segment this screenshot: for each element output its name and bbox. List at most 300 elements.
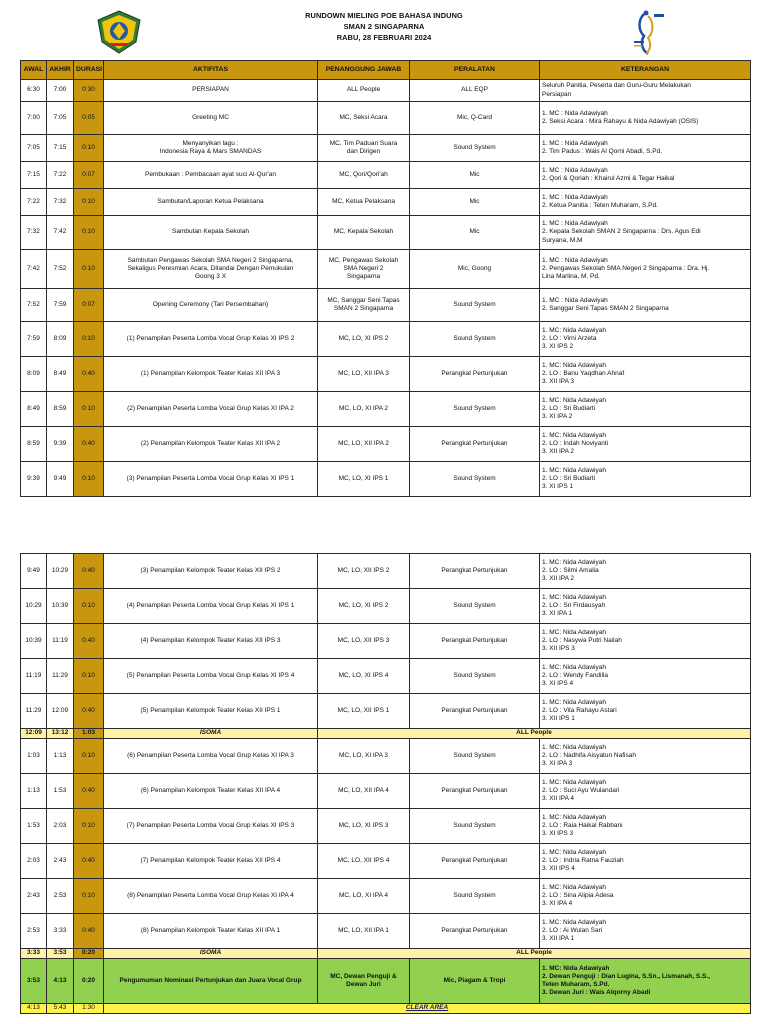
duration: 0:10 <box>74 250 104 289</box>
time-end: 7:42 <box>47 216 74 250</box>
activity-line: Sambutan Kepala Sekolah <box>172 228 249 236</box>
duration: 0:07 <box>74 289 104 322</box>
notes <box>540 289 751 322</box>
person-in-charge-line: MC, LO, XII IPS 4 <box>337 856 390 864</box>
activity-line: Sambutan/Laporan Ketua Pelaksana <box>157 197 264 205</box>
table-row <box>21 427 751 462</box>
person-in-charge-line: MC, LO, XII IPS 2 <box>337 566 390 574</box>
notes <box>540 739 751 774</box>
activity-line: (5) Penampilan Kelompok Teater Kelas XII IPS 1 <box>140 706 281 714</box>
duration: 1:30 <box>74 1004 104 1014</box>
person-in-charge-line: MC, Tim Paduan Suara <box>329 139 398 147</box>
person-in-charge <box>318 959 410 1004</box>
activity <box>104 189 318 216</box>
activity <box>104 554 318 589</box>
person-in-charge <box>318 216 410 250</box>
notes-line: 3. XII IPS 4 <box>542 865 575 873</box>
time-start: 11:19 <box>21 659 47 694</box>
notes-line: 3. Dewan Juri : Wais Alqorny Abadi <box>542 989 651 997</box>
table-row <box>21 914 751 949</box>
time-end: 7:59 <box>47 289 74 322</box>
activity <box>104 250 318 289</box>
notes-line: 1. MC: Nida Adawiyah <box>542 628 606 636</box>
activity <box>104 357 318 392</box>
person-in-charge <box>318 102 410 135</box>
activity-line: (3) Penampilan Kelompok Teater Kelas XII IPS 2 <box>140 566 281 574</box>
person-in-charge-line: MC, Pengawas Sekolah <box>328 256 399 264</box>
notes-line: Seluruh Panitia, Peserta dan Guru-Guru Melakukan <box>542 82 691 90</box>
table-row <box>21 392 751 427</box>
activity <box>104 322 318 357</box>
notes-line: 3. XI IPS 4 <box>542 680 574 688</box>
person-in-charge <box>318 392 410 427</box>
notes-line: 2. LO : Indah Noviyanti <box>542 439 609 447</box>
notes <box>540 322 751 357</box>
equipment: Sound System <box>410 739 540 774</box>
equipment: Perangkat Pertunjukan <box>410 554 540 589</box>
equipment: Mic, Goong <box>410 250 540 289</box>
duration: 0:10 <box>74 135 104 162</box>
notes-line: Persiapan <box>542 90 572 98</box>
notes <box>540 914 751 949</box>
duration: 0:10 <box>74 216 104 250</box>
person-in-charge <box>318 427 410 462</box>
duration: 0:10 <box>74 659 104 694</box>
table-row <box>21 462 751 497</box>
equipment: Perangkat Pertunjukan <box>410 844 540 879</box>
person-in-charge-line: Dewan Juri <box>346 981 381 988</box>
notes <box>540 879 751 914</box>
notes-line: 1. MC: Nida Adawiyah <box>542 964 610 972</box>
person-in-charge <box>318 289 410 322</box>
table-row <box>21 162 751 189</box>
table-row <box>21 809 751 844</box>
time-start: 6:30 <box>21 80 47 102</box>
person-in-charge-line: MC, LO, XI IPS 2 <box>338 334 389 342</box>
activity <box>104 392 318 427</box>
notes-line: 1. MC: Nida Adawiyah <box>542 466 606 474</box>
notes-line: 1. MC: Nida Adawiyah <box>542 848 606 856</box>
person-in-charge <box>318 844 410 879</box>
activity-line: (3) Penampilan Peserta Lomba Vocal Grup Kelas XI IPS 1 <box>126 474 295 482</box>
time-start: 9:39 <box>21 462 47 497</box>
equipment: Mic <box>410 216 540 250</box>
notes-line: 2. LO : Sri Budiarti <box>542 404 596 412</box>
notes-line: 1. MC: Nida Adawiyah <box>542 396 606 404</box>
duration: 0:40 <box>74 844 104 879</box>
time-end: 12:09 <box>47 694 74 729</box>
person-in-charge <box>318 554 410 589</box>
activity-line: Sambutan Pengawas Sekolah SMA Negeri 2 Singaparna, <box>127 256 294 264</box>
notes-line: 2. Dewan Penguji : Dian Lugina, S.Sn., Lismanah, S.S., <box>542 972 710 980</box>
col-header-awal: AWAL <box>21 61 47 80</box>
notes-line: 1. MC : Nida Adawiyah <box>542 166 608 174</box>
activity <box>104 694 318 729</box>
notes-line: 3. XI IPA 4 <box>542 900 573 908</box>
break-participants: ALL People <box>318 949 751 959</box>
notes-line: 2. LO : Suci Ayu Wulandari <box>542 786 620 794</box>
activity <box>104 774 318 809</box>
notes-line: 3. XII IPS 1 <box>542 715 575 723</box>
duration: 0:40 <box>74 427 104 462</box>
person-in-charge-line: MC, LO, XII IPS 3 <box>337 636 390 644</box>
duration: 0:10 <box>74 879 104 914</box>
time-end: 10:39 <box>47 589 74 624</box>
table-row <box>21 949 751 959</box>
activity-line: (8) Penampilan Peserta Lomba Vocal Grup Kelas XI IPA 4 <box>127 891 294 899</box>
equipment: Sound System <box>410 289 540 322</box>
time-start: 2:53 <box>21 914 47 949</box>
time-start: 7:05 <box>21 135 47 162</box>
notes <box>540 959 751 1004</box>
time-start: 7:59 <box>21 322 47 357</box>
person-in-charge-line: MC, LO, XII IPS 1 <box>337 706 390 714</box>
notes <box>540 589 751 624</box>
time-end: 9:49 <box>47 462 74 497</box>
notes-line: Teten Muharam, S.Pd. <box>542 981 610 988</box>
person-in-charge <box>318 189 410 216</box>
duration: 0:10 <box>74 739 104 774</box>
person-in-charge-line: ALL People <box>346 86 381 94</box>
closing-label: CLEAR AREA <box>104 1004 751 1014</box>
notes <box>540 162 751 189</box>
person-in-charge-line: MC, LO, XI IPS 4 <box>338 671 389 679</box>
time-end: 4:13 <box>47 959 74 1004</box>
duration: 0:10 <box>74 462 104 497</box>
time-start: 7:52 <box>21 289 47 322</box>
activity-line: Menyanyikan lagu : <box>182 139 239 147</box>
notes-line: 2. LO : Sri Firdausyah <box>542 601 606 609</box>
time-end: 11:29 <box>47 659 74 694</box>
time-start: 2:03 <box>21 844 47 879</box>
time-end: 2:43 <box>47 844 74 879</box>
activity-line: (2) Penampilan Kelompok Teater Kelas XII IPA 2 <box>140 439 281 447</box>
activity-line: Sekaligus Peresmian Acara, Ditandai Dengan Pemukulan <box>127 264 294 272</box>
person-in-charge-line: MC, LO, XII IPA 3 <box>338 369 389 377</box>
activity-line: (8) Penampilan Kelompok Teater Kelas XII IPA 1 <box>140 926 281 934</box>
notes-line: 2. LO : Nasywa Putri Nailah <box>542 636 622 644</box>
table-row <box>21 357 751 392</box>
time-start: 4:13 <box>21 1004 47 1014</box>
equipment: Sound System <box>410 659 540 694</box>
notes <box>540 102 751 135</box>
table-2-body <box>21 554 751 1014</box>
notes-line: 3. XI IPA 3 <box>542 760 573 768</box>
person-in-charge-line: SMA Negeri 2 <box>343 264 384 272</box>
notes-line: 3. XII IPS 3 <box>542 645 575 653</box>
table-row <box>21 322 751 357</box>
time-start: 8:59 <box>21 427 47 462</box>
equipment: Mic, Piagam & Tropi <box>410 959 540 1004</box>
activity-line: Opening Ceremony (Tari Persembahan) <box>152 300 269 308</box>
person-in-charge <box>318 739 410 774</box>
notes <box>540 357 751 392</box>
time-end: 7:15 <box>47 135 74 162</box>
activity <box>104 659 318 694</box>
table-row <box>21 729 751 739</box>
person-in-charge-line: MC, LO, XI IPA 2 <box>338 404 388 412</box>
time-start: 7:00 <box>21 102 47 135</box>
notes-line: 3. XI IPS 3 <box>542 830 574 838</box>
notes-line: 3. XII IPA 2 <box>542 575 575 583</box>
notes-line: 1. MC: Nida Adawiyah <box>542 883 606 891</box>
activity-line: Greeting MC <box>192 113 229 121</box>
table-row <box>21 694 751 729</box>
notes <box>540 554 751 589</box>
table-row <box>21 959 751 1004</box>
break-label: ISOMA <box>104 949 318 959</box>
time-start: 10:39 <box>21 624 47 659</box>
col-header-durasi: DURASI <box>74 61 104 80</box>
equipment: Mic <box>410 162 540 189</box>
table-row <box>21 624 751 659</box>
person-in-charge-line: MC, Seksi Acara <box>339 113 388 121</box>
person-in-charge-line: MC, LO, XI IPS 1 <box>338 474 389 482</box>
activity-line: Goong 3 X <box>194 273 227 281</box>
time-start: 11:29 <box>21 694 47 729</box>
notes <box>540 659 751 694</box>
table-row <box>21 189 751 216</box>
col-header-peralatan: PERALATAN <box>410 61 540 80</box>
duration: 0:05 <box>74 102 104 135</box>
notes-line: 1. MC: Nida Adawiyah <box>542 778 606 786</box>
notes <box>540 774 751 809</box>
time-start: 7:32 <box>21 216 47 250</box>
time-end: 5:43 <box>47 1004 74 1014</box>
equipment: Mic <box>410 189 540 216</box>
activity <box>104 135 318 162</box>
duration: 1:03 <box>74 729 104 739</box>
notes-line: 1. MC: Nida Adawiyah <box>542 918 606 926</box>
table-row <box>21 844 751 879</box>
activity-line: (5) Penampilan Peserta Lomba Vocal Grup Kelas XI IPS 4 <box>126 671 295 679</box>
activity <box>104 462 318 497</box>
activity-line: (1) Penampilan Peserta Lomba Vocal Grup Kelas XI IPS 2 <box>126 334 295 342</box>
person-in-charge <box>318 659 410 694</box>
notes-line: 2. LO : Indria Ratna Fauziah <box>542 856 624 864</box>
activity <box>104 844 318 879</box>
time-start: 12:09 <box>21 729 47 739</box>
time-end: 3:53 <box>47 949 74 959</box>
activity-line: Indonesia Raya & Mars SMANDAS <box>159 148 262 155</box>
duration: 0:30 <box>74 80 104 102</box>
notes-line: 1. MC: Nida Adawiyah <box>542 743 606 751</box>
duration: 0:40 <box>74 554 104 589</box>
person-in-charge <box>318 322 410 357</box>
notes-line: 2. LO : Vita Rahayu Astari <box>542 706 617 714</box>
notes-line: 3. XII IPA 3 <box>542 378 575 386</box>
person-in-charge <box>318 879 410 914</box>
person-in-charge-line: MC, LO, XII IPA 1 <box>338 926 389 934</box>
time-start: 9:49 <box>21 554 47 589</box>
title-line-3: RABU, 28 FEBRUARI 2024 <box>336 33 432 42</box>
person-in-charge-line: MC, LO, XI IPS 3 <box>338 821 389 829</box>
duration: 0:10 <box>74 392 104 427</box>
duration: 0:10 <box>74 589 104 624</box>
equipment: Perangkat Pertunjukan <box>410 427 540 462</box>
notes-line: 2. Kepala Sekolah SMAN 2 Singaparna : Drs. Agus Edi <box>542 228 701 236</box>
notes-line: 3. XII IPA 1 <box>542 935 575 943</box>
duration: 0:10 <box>74 189 104 216</box>
notes <box>540 80 751 102</box>
break-participants: ALL People <box>318 729 751 739</box>
table-row <box>21 554 751 589</box>
duration: 0:40 <box>74 624 104 659</box>
person-in-charge <box>318 914 410 949</box>
time-start: 3:53 <box>21 959 47 1004</box>
notes-line: 2. LO : Sri Budiarti <box>542 474 596 482</box>
duration: 0:40 <box>74 774 104 809</box>
time-end: 7:32 <box>47 189 74 216</box>
time-end: 3:33 <box>47 914 74 949</box>
person-in-charge <box>318 694 410 729</box>
notes-line: 2. Seksi Acara : Mira Rahayu & Nida Adawiyah (OSIS) <box>542 118 699 125</box>
notes-line: Suryana, M.M <box>542 236 583 244</box>
activity <box>104 914 318 949</box>
duration: 0:07 <box>74 162 104 189</box>
duration: 0:40 <box>74 694 104 729</box>
time-start: 1:03 <box>21 739 47 774</box>
title-line-1: RUNDOWN MIELING POE BAHASA INDUNG <box>305 11 463 20</box>
equipment: Sound System <box>410 392 540 427</box>
break-label: ISOMA <box>104 729 318 739</box>
time-end: 7:00 <box>47 80 74 102</box>
person-in-charge-line: MC, LO, XI IPA 3 <box>338 751 388 759</box>
notes <box>540 462 751 497</box>
notes-line: 2. Qori & Qoriah : Khairul Azmi & Tegar Haikal <box>542 175 675 182</box>
table-row <box>21 135 751 162</box>
table-header-row <box>21 61 751 80</box>
notes-line: 2. Sanggar Seni Tapas SMAN 2 Singaparna <box>542 305 669 312</box>
activity-line: (7) Penampilan Kelompok Teater Kelas XII IPS 4 <box>140 856 281 864</box>
equipment: Mic, Q-Card <box>410 102 540 135</box>
equipment: Sound System <box>410 809 540 844</box>
time-end: 7:52 <box>47 250 74 289</box>
equipment: Sound System <box>410 322 540 357</box>
event-logo-icon <box>630 8 666 56</box>
notes-line: 3. XI IPS 1 <box>542 483 574 491</box>
person-in-charge <box>318 589 410 624</box>
title-line-2: SMAN 2 SINGAPARNA <box>343 22 425 31</box>
duration: 0:10 <box>74 809 104 844</box>
time-end: 2:03 <box>47 809 74 844</box>
activity <box>104 289 318 322</box>
notes-line: 3. XII IPA 2 <box>542 448 575 456</box>
duration: 0:10 <box>74 322 104 357</box>
time-start: 3:33 <box>21 949 47 959</box>
notes-line: 1. MC : Nida Adawiyah <box>542 109 608 117</box>
time-start: 2:43 <box>21 879 47 914</box>
duration: 0:20 <box>74 959 104 1004</box>
equipment: Sound System <box>410 589 540 624</box>
person-in-charge-line: MC, LO, XII IPA 4 <box>338 786 389 794</box>
table-row <box>21 739 751 774</box>
person-in-charge <box>318 357 410 392</box>
time-end: 11:19 <box>47 624 74 659</box>
equipment: ALL EQP <box>410 80 540 102</box>
activity <box>104 739 318 774</box>
notes-line: 2. LO : Wendy Fandilla <box>542 671 608 679</box>
notes-line: 2. LO : Banu Yaqdhan Ahnaf <box>542 369 625 377</box>
notes-line: 1. MC: Nida Adawiyah <box>542 813 606 821</box>
activity-line: (7) Penampilan Peserta Lomba Vocal Grup Kelas XI IPS 3 <box>126 821 295 829</box>
time-end: 10:29 <box>47 554 74 589</box>
notes <box>540 694 751 729</box>
table-row <box>21 289 751 322</box>
activity-line: Pembukaan : Pembacaan ayat suci Al-Qur'an <box>145 170 276 178</box>
notes <box>540 809 751 844</box>
notes-line: 1. MC : Nida Adawiyah <box>542 296 608 304</box>
person-in-charge <box>318 162 410 189</box>
table-row <box>21 216 751 250</box>
notes-line: 1. MC : Nida Adawiyah <box>542 256 608 264</box>
notes-line: 1. MC: Nida Adawiyah <box>542 326 606 334</box>
person-in-charge <box>318 624 410 659</box>
time-end: 9:39 <box>47 427 74 462</box>
person-in-charge <box>318 462 410 497</box>
person-in-charge-line: dan Dirigen <box>346 148 381 155</box>
activity <box>104 427 318 462</box>
notes-line: 2. LO : Ai Wulan Sari <box>542 926 603 934</box>
time-end: 8:09 <box>47 322 74 357</box>
notes-line: 1. MC: Nida Adawiyah <box>542 431 606 439</box>
person-in-charge <box>318 135 410 162</box>
table-row <box>21 250 751 289</box>
table-1-body <box>21 80 751 497</box>
equipment: Sound System <box>410 462 540 497</box>
notes <box>540 216 751 250</box>
notes <box>540 624 751 659</box>
col-header-akhir: AKHIR <box>47 61 74 80</box>
col-header-keterangan: KETERANGAN <box>540 61 751 80</box>
activity-line: Pengumuman Nominasi Pertunjukan dan Juara Vocal Grup <box>119 976 302 984</box>
notes <box>540 189 751 216</box>
notes-line: 1. MC: Nida Adawiyah <box>542 663 606 671</box>
notes-line: 2. LO : Raia Haikal Rabbani <box>542 821 623 829</box>
notes-line: 3. XI IPS 2 <box>542 343 574 351</box>
notes <box>540 135 751 162</box>
activity-line: (6) Penampilan Kelompok Teater Kelas XII IPA 4 <box>140 786 281 794</box>
person-in-charge-line: MC, LO, XII IPA 2 <box>338 439 389 447</box>
equipment: Perangkat Pertunjukan <box>410 914 540 949</box>
person-in-charge-line: SMAN 2 Singaparna <box>333 305 394 312</box>
activity <box>104 879 318 914</box>
person-in-charge <box>318 250 410 289</box>
notes-line: 1. MC : Nida Adawiyah <box>542 139 608 147</box>
document-header <box>0 0 768 58</box>
time-start: 8:49 <box>21 392 47 427</box>
person-in-charge-line: MC, Ketua Pelaksana <box>332 197 395 205</box>
equipment: Perangkat Pertunjukan <box>410 774 540 809</box>
person-in-charge-line: MC, LO, XI IPS 2 <box>338 601 389 609</box>
time-start: 1:13 <box>21 774 47 809</box>
duration: 0:40 <box>74 914 104 949</box>
time-start: 7:22 <box>21 189 47 216</box>
duration: 0:40 <box>74 357 104 392</box>
equipment: Sound System <box>410 879 540 914</box>
table-row <box>21 659 751 694</box>
person-in-charge-line: MC, LO, XI IPA 4 <box>338 891 388 899</box>
activity-line: (4) Penampilan Kelompok Teater Kelas XII IPS 3 <box>140 636 281 644</box>
activity <box>104 216 318 250</box>
person-in-charge <box>318 809 410 844</box>
activity <box>104 162 318 189</box>
equipment: Perangkat Pertunjukan <box>410 357 540 392</box>
time-start: 8:09 <box>21 357 47 392</box>
person-in-charge-line: Singaparna <box>346 273 381 281</box>
duration: 0:20 <box>74 949 104 959</box>
notes-line: 2. LO : Virni Arzeta <box>542 334 597 342</box>
